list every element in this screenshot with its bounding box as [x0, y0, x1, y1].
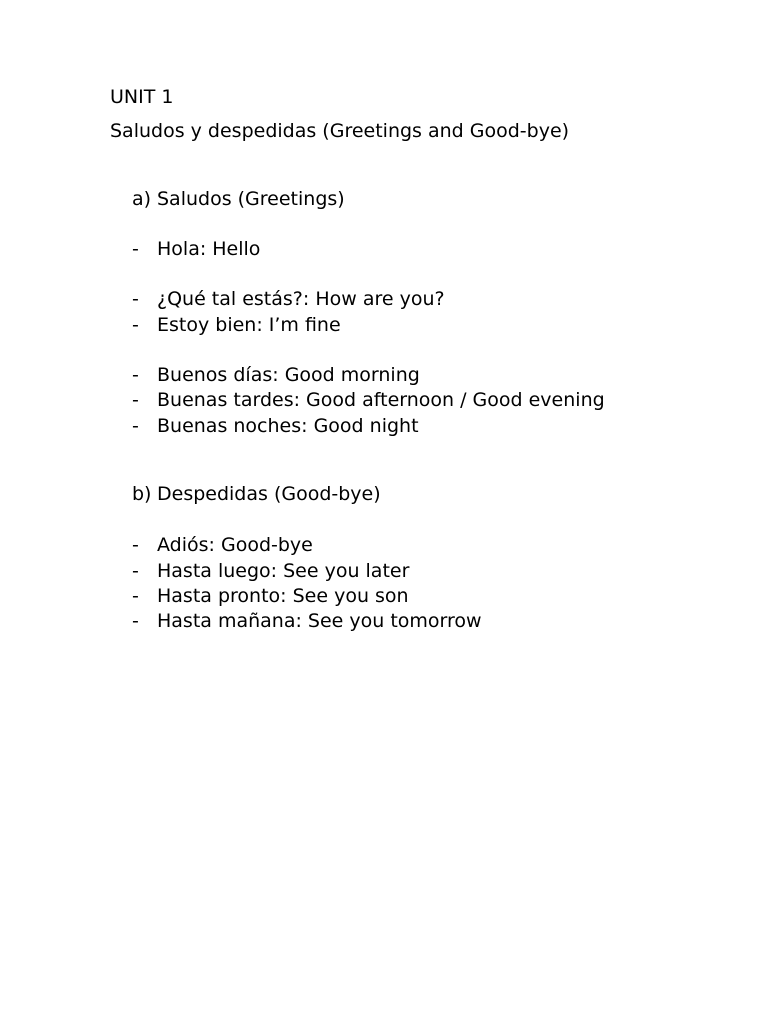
section-a-heading: Saludos (Greetings) — [157, 188, 345, 210]
list-item: Buenas noches: Good night — [157, 415, 419, 437]
list-bullet: - — [132, 585, 139, 607]
list-item: Hasta mañana: See you tomorrow — [157, 610, 482, 632]
list-item: Hasta luego: See you later — [157, 560, 410, 582]
list-item: Hasta pronto: See you son — [157, 585, 409, 607]
list-item: Hola: Hello — [157, 238, 261, 260]
list-bullet: - — [132, 415, 139, 437]
list-bullet: - — [132, 288, 139, 310]
section-a-marker: a) — [132, 188, 152, 210]
list-bullet: - — [132, 610, 139, 632]
list-item: Estoy bien: I’m fine — [157, 314, 341, 336]
unit-label: UNIT 1 — [110, 86, 174, 108]
list-bullet: - — [132, 364, 139, 386]
section-b-heading: Despedidas (Good-bye) — [157, 483, 381, 505]
list-bullet: - — [132, 314, 139, 336]
list-item: Buenas tardes: Good afternoon / Good evening — [157, 389, 605, 411]
section-b-marker: b) — [132, 483, 152, 505]
list-bullet: - — [132, 560, 139, 582]
list-item: Adiós: Good-bye — [157, 534, 313, 556]
page-title: Saludos y despedidas (Greetings and Good-bye) — [110, 120, 570, 142]
list-item: Buenos días: Good morning — [157, 364, 420, 386]
list-bullet: - — [132, 389, 139, 411]
list-item: ¿Qué tal estás?: How are you? — [157, 288, 445, 310]
list-bullet: - — [132, 238, 139, 260]
list-bullet: - — [132, 534, 139, 556]
